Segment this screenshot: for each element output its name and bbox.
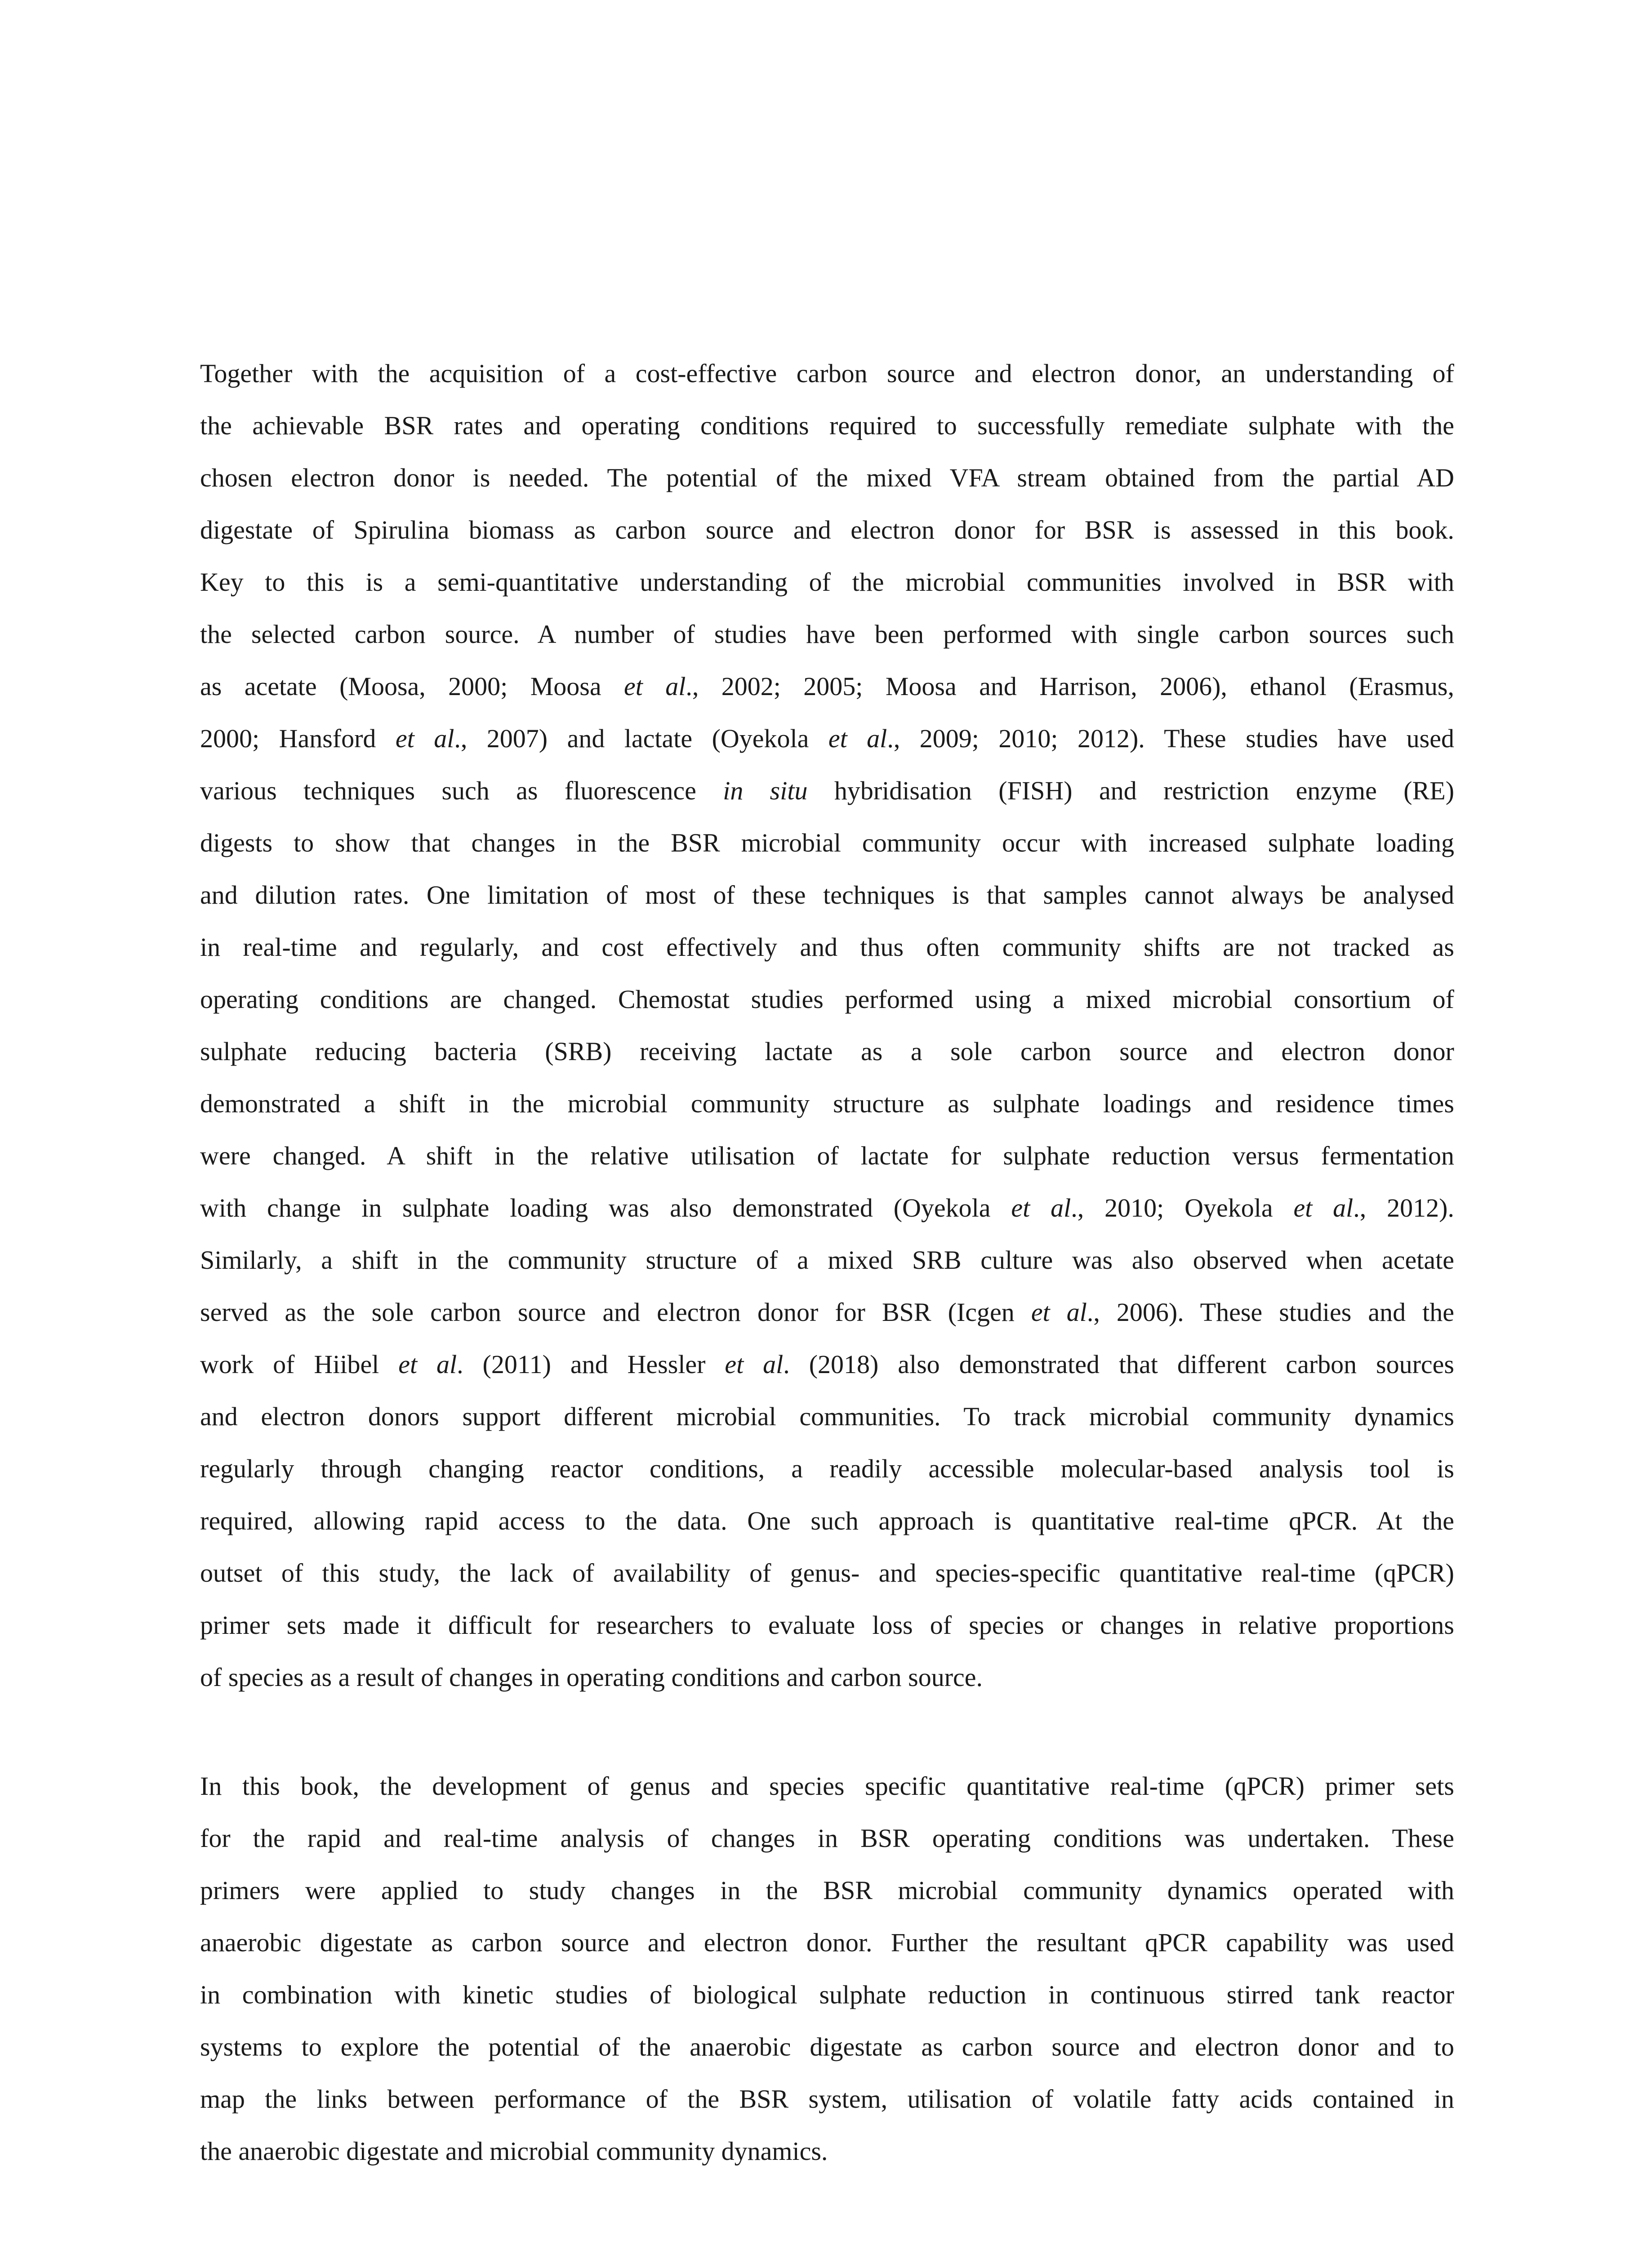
- text-run: in combination with kinetic studies of biological sulphate reduction in continuous stirred tank reactor: [200, 1980, 1454, 2009]
- text-line-content: [200, 973, 1454, 1026]
- text-run: In this book, the development of genus and species specific quantitative real-time (qPCR) primer sets: [200, 1771, 1454, 1801]
- text-run: Key to this is a semi-quantitative understanding of the microbial communities involved in BSR with: [200, 567, 1454, 597]
- text-run: Together with the acquisition of a cost-effective carbon source and electron donor, an understanding of: [200, 359, 1454, 388]
- text-run: ., 2009; 2010; 2012). These studies have used: [887, 724, 1454, 753]
- text-line: [200, 1026, 1454, 1078]
- italic-text-run: et al: [395, 724, 454, 753]
- text-line: [200, 1495, 1454, 1547]
- body-paragraph-2: [200, 1760, 1454, 2177]
- text-line: [200, 1182, 1454, 1234]
- text-line: [200, 348, 1454, 400]
- text-run: hybridisation (FISH) and restriction enzyme (RE): [807, 776, 1455, 805]
- text-line-content: [200, 1812, 1454, 1864]
- text-line-content: [200, 1338, 1454, 1391]
- body-paragraph-1: [200, 348, 1454, 1704]
- text-line: [200, 1130, 1454, 1182]
- italic-text-run: et al: [1293, 1193, 1354, 1222]
- text-run: the achievable BSR rates and operating conditions required to successfully remediate sulphate with the: [200, 411, 1454, 440]
- text-run: served as the sole carbon source and electron donor for BSR (Icgen: [200, 1298, 1031, 1327]
- text-line-content: [200, 400, 1454, 452]
- text-line: [200, 2021, 1454, 2073]
- text-line-content: [200, 1495, 1454, 1547]
- text-run: and electron donors support different microbial communities. To track microbial community dynamics: [200, 1402, 1454, 1431]
- text-run: ., 2012).: [1353, 1193, 1454, 1222]
- text-line-content: [200, 2125, 1454, 2177]
- text-line: [200, 1760, 1454, 1812]
- text-line-content: [200, 608, 1454, 660]
- text-line: [200, 400, 1454, 452]
- text-line-content: [200, 1864, 1454, 1917]
- text-run: various techniques such as fluorescence: [200, 776, 723, 805]
- text-run: chosen electron donor is needed. The potential of the mixed VFA stream obtained from the partial AD: [200, 463, 1454, 492]
- text-run: primer sets made it difficult for researchers to evaluate loss of species or changes in relative proportions: [200, 1610, 1454, 1640]
- text-line-content: [200, 817, 1454, 869]
- italic-text-run: et al: [623, 672, 686, 701]
- text-line: [200, 973, 1454, 1026]
- text-line-content: [200, 556, 1454, 608]
- text-line-content: [200, 1078, 1454, 1130]
- text-line-content: [200, 1547, 1454, 1599]
- text-run: for the rapid and real-time analysis of changes in BSR operating conditions was undertaken. These: [200, 1824, 1454, 1853]
- text-line-content: [200, 1026, 1454, 1078]
- text-run: digestate of Spirulina biomass as carbon source and electron donor for BSR is assessed in this book.: [200, 515, 1454, 544]
- text-run: . (2011) and Hessler: [457, 1350, 725, 1379]
- text-run: in real-time and regularly, and cost effectively and thus often community shifts are not tracked as: [200, 932, 1454, 962]
- text-line: [200, 1078, 1454, 1130]
- text-line: [200, 2073, 1454, 2125]
- text-run: outset of this study, the lack of availability of genus- and species-specific quantitative real-time (qPCR): [200, 1558, 1454, 1588]
- text-run: ., 2006). These studies and the: [1086, 1298, 1454, 1327]
- italic-text-run: et al: [828, 724, 887, 753]
- text-line-content: [200, 1917, 1454, 1969]
- text-line: [200, 504, 1454, 556]
- text-run: required, allowing rapid access to the data. One such approach is quantitative real-time qPCR. At the: [200, 1506, 1454, 1535]
- text-run: 2000; Hansford: [200, 724, 396, 753]
- text-run: the anaerobic digestate and microbial community dynamics.: [200, 2136, 828, 2166]
- text-line: [200, 556, 1454, 608]
- text-run: digests to show that changes in the BSR microbial community occur with increased sulphate loading: [200, 828, 1454, 857]
- text-line: [200, 1812, 1454, 1864]
- text-line-content: [200, 1969, 1454, 2021]
- text-line-content: [200, 1651, 1454, 1704]
- text-line-content: [200, 869, 1454, 921]
- text-line-content: [200, 1391, 1454, 1443]
- text-run: and dilution rates. One limitation of most of these techniques is that samples cannot always be analysed: [200, 880, 1454, 910]
- text-run: sulphate reducing bacteria (SRB) receiving lactate as a sole carbon source and electron donor: [200, 1037, 1454, 1066]
- text-line-content: [200, 1234, 1454, 1286]
- text-line-content: [200, 504, 1454, 556]
- italic-text-run: et al: [1031, 1298, 1087, 1327]
- text-run: map the links between performance of the BSR system, utilisation of volatile fatty acids contained in: [200, 2084, 1454, 2114]
- text-line-content: [200, 765, 1454, 817]
- text-run: were changed. A shift in the relative utilisation of lactate for sulphate reduction versus fermentation: [200, 1141, 1454, 1170]
- text-line: [200, 1391, 1454, 1443]
- text-run: of species as a result of changes in operating conditions and carbon source.: [200, 1663, 983, 1692]
- text-line: [200, 1234, 1454, 1286]
- text-line: [200, 869, 1454, 921]
- text-run: primers were applied to study changes in the BSR microbial community dynamics operated with: [200, 1876, 1454, 1905]
- italic-text-run: et al: [725, 1350, 784, 1379]
- text-line: [200, 2125, 1454, 2177]
- text-line-content: [200, 713, 1454, 765]
- text-line: [200, 608, 1454, 660]
- text-line-content: [200, 452, 1454, 504]
- text-run: anaerobic digestate as carbon source and electron donor. Further the resultant qPCR capability was used: [200, 1928, 1454, 1957]
- text-run: systems to explore the potential of the anaerobic digestate as carbon source and electron donor and to: [200, 2032, 1454, 2061]
- text-line-content: [200, 1182, 1454, 1234]
- text-run: ., 2002; 2005; Moosa and Harrison, 2006), ethanol (Erasmus,: [686, 672, 1454, 701]
- text-line-content: [200, 1286, 1454, 1338]
- italic-text-run: in situ: [723, 776, 808, 805]
- text-line-content: [200, 2073, 1454, 2125]
- text-line: [200, 765, 1454, 817]
- text-run: ., 2007) and lactate (Oyekola: [454, 724, 828, 753]
- text-line-content: [200, 1443, 1454, 1495]
- text-run: ., 2010; Oyekola: [1071, 1193, 1294, 1222]
- text-line-content: [200, 1760, 1454, 1812]
- text-run: the selected carbon source. A number of studies have been performed with single carbon sources such: [200, 620, 1454, 649]
- text-line: [200, 1917, 1454, 1969]
- text-line-content: [200, 2021, 1454, 2073]
- text-line: [200, 452, 1454, 504]
- text-line: [200, 1443, 1454, 1495]
- text-line-content: [200, 348, 1454, 400]
- text-line: [200, 713, 1454, 765]
- text-line-content: [200, 1130, 1454, 1182]
- text-run: operating conditions are changed. Chemostat studies performed using a mixed microbial consortium of: [200, 985, 1454, 1014]
- italic-text-run: et al: [398, 1350, 457, 1379]
- text-line: [200, 817, 1454, 869]
- text-run: . (2018) also demonstrated that different carbon sources: [783, 1350, 1454, 1379]
- text-line: [200, 1547, 1454, 1599]
- text-line-content: [200, 660, 1454, 713]
- text-line: [200, 921, 1454, 973]
- text-line: [200, 1651, 1454, 1704]
- text-line: [200, 1338, 1454, 1391]
- text-line-content: [200, 1599, 1454, 1651]
- italic-text-run: et al: [1011, 1193, 1071, 1222]
- text-run: regularly through changing reactor conditions, a readily accessible molecular-based analysis tool is: [200, 1454, 1454, 1483]
- text-run: Similarly, a shift in the community structure of a mixed SRB culture was also observed when acetate: [200, 1245, 1454, 1275]
- text-line: [200, 1864, 1454, 1917]
- text-run: work of Hiibel: [200, 1350, 399, 1379]
- text-line: [200, 1969, 1454, 2021]
- text-line: [200, 1286, 1454, 1338]
- text-line-content: [200, 921, 1454, 973]
- text-line: [200, 1599, 1454, 1651]
- text-run: with change in sulphate loading was also demonstrated (Oyekola: [200, 1193, 1011, 1222]
- text-run: as acetate (Moosa, 2000; Moosa: [200, 672, 624, 701]
- text-run: demonstrated a shift in the microbial community structure as sulphate loadings and residence times: [200, 1089, 1454, 1118]
- text-line: [200, 660, 1454, 713]
